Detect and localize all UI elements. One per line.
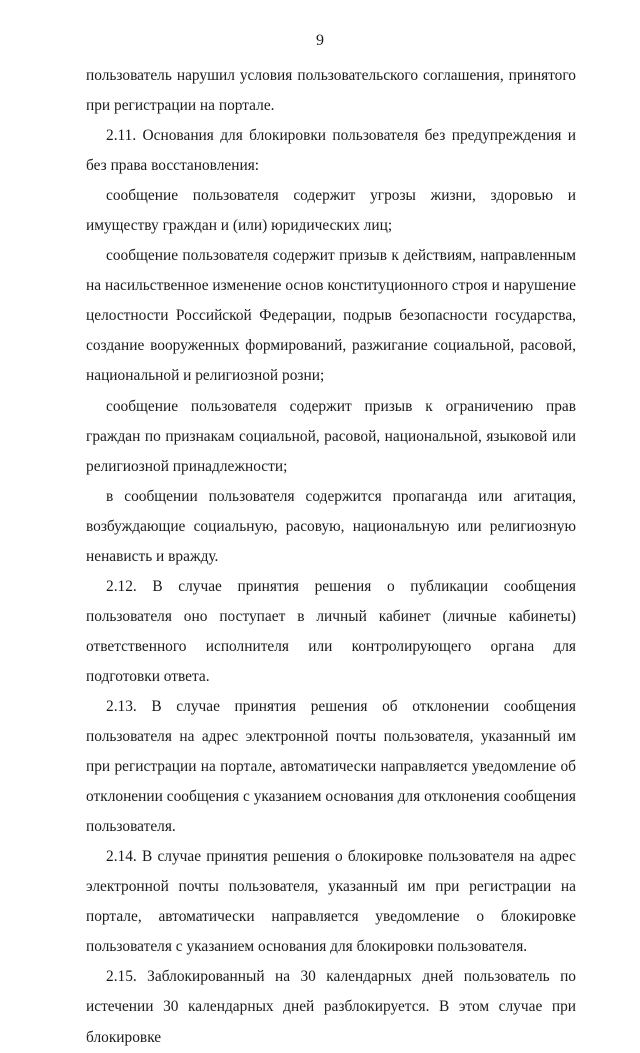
- paragraph: 2.11. Основания для блокировки пользователя без предупреждения и без права восстановления:: [86, 127, 576, 175]
- paragraph: 2.15. Заблокированный на 30 календарных дней пользователь по истечении 30 календарных дней разблокируется. В этом случае при блокировке: [86, 968, 576, 1046]
- paragraph: 2.12. В случае принятия решения о публикации сообщения пользователя оно поступает в личный кабинет (личные кабинеты) ответственного исполнителя или контролирующего органа для подготовки ответа.: [86, 577, 576, 685]
- paragraph: сообщение пользователя содержит угрозы жизни, здоровью и имуществу граждан и (или) юридических лиц;: [86, 187, 576, 235]
- paragraph: 2.13. В случае принятия решения об отклонении сообщения пользователя на адрес электронной почты пользователя, указанный им при регистрации на портале, автоматически направляется уведомление об отклонении сообщения с указанием основания для отклонения сообщения пользователя.: [86, 697, 576, 836]
- document-body: [86, 61, 576, 1053]
- paragraph: в сообщении пользователя содержится пропаганда или агитация, возбуждающие социальную, расовую, национальную или религиозную ненависть и вражду.: [86, 487, 576, 565]
- paragraph: пользователь нарушил условия пользовательского соглашения, принятого при регистрации на портале.: [86, 67, 576, 115]
- paragraph: сообщение пользователя содержит призыв к действиям, направленным на насильственное изменение основ конституционного строя и нарушение целостности Российской Федерации, подрыв безопасности государства, создание вооруженных формирований, разжигание социальной, расовой, национальной и религиозной розни;: [86, 247, 576, 385]
- paragraph: сообщение пользователя содержит призыв к ограничению прав граждан по признакам социальной, расовой, национальной, языковой или религиозной принадлежности;: [86, 397, 576, 475]
- page-number: 9: [316, 32, 324, 49]
- paragraph: 2.14. В случае принятия решения о блокировке пользователя на адрес электронной почты пользователя, указанный им при регистрации на портале, автоматически направляется уведомление о блокировке пользователя с указанием основания для блокировки пользователя.: [86, 848, 576, 956]
